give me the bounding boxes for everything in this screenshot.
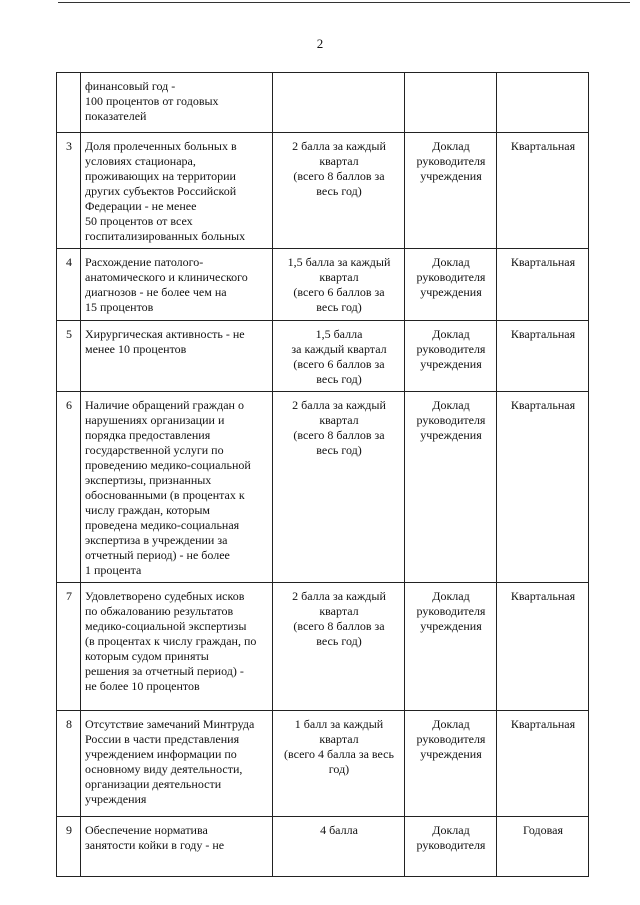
indicator-line: экспертизы, признанных [85, 473, 212, 487]
criteria-table [56, 72, 589, 877]
table-row [57, 73, 589, 133]
period-cell: Квартальная [497, 133, 589, 249]
points-line: квартал [319, 154, 359, 168]
source-line: Доклад [432, 139, 470, 153]
source-line: руководителя [416, 154, 486, 168]
points-cell [273, 73, 405, 133]
indicator-line: Удовлетворено судебных исков [85, 589, 245, 603]
indicator-cell [81, 711, 273, 817]
row-number [57, 73, 81, 133]
points-cell [273, 817, 405, 877]
source-cell [405, 133, 497, 249]
source-line: Доклад [432, 589, 470, 603]
source-line: руководителя [416, 838, 486, 852]
row-number: 7 [57, 583, 81, 711]
indicator-line: нарушениях организации и [85, 413, 225, 427]
indicator-line: учреждения [85, 792, 147, 806]
table-row [57, 249, 589, 321]
points-line: квартал [319, 413, 359, 427]
source-line: учреждения [420, 619, 482, 633]
period-cell [497, 73, 589, 133]
indicator-line: организации деятельности [85, 777, 222, 791]
source-cell [405, 392, 497, 583]
indicator-line: числу граждан, которым [85, 503, 210, 517]
indicator-line: Хирургическая активность - не [85, 327, 245, 341]
indicator-line: 15 процентов [85, 300, 154, 314]
period-cell: Годовая [497, 817, 589, 877]
indicator-line: проживающих на территории [85, 169, 236, 183]
indicator-line: 100 процентов от годовых [85, 94, 219, 108]
source-line: учреждения [420, 357, 482, 371]
source-line: учреждения [420, 285, 482, 299]
points-line: (всего 6 баллов за [293, 357, 385, 371]
points-line: весь год) [316, 184, 362, 198]
points-line: за каждый квартал [291, 342, 387, 356]
indicator-cell [81, 249, 273, 321]
indicator-line: Отсутствие замечаний Минтруда [85, 717, 255, 731]
indicator-line: Наличие обращений граждан о [85, 398, 244, 412]
indicator-line: которым судом приняты [85, 649, 209, 663]
indicator-line: не более 10 процентов [85, 679, 200, 693]
points-line: весь год) [316, 443, 362, 457]
points-line: (всего 8 баллов за [293, 169, 385, 183]
points-line: квартал [319, 604, 359, 618]
indicator-line: других субъектов Российской [85, 184, 237, 198]
row-number: 8 [57, 711, 81, 817]
indicator-line: проведена медико-социальная [85, 518, 240, 532]
row-number: 9 [57, 817, 81, 877]
indicator-line: Федерации - не менее [85, 199, 197, 213]
period-cell: Квартальная [497, 321, 589, 392]
points-line: весь год) [316, 634, 362, 648]
points-line: весь год) [316, 300, 362, 314]
indicator-line: России в части представления [85, 732, 240, 746]
indicator-line: диагнозов - не более чем на [85, 285, 227, 299]
points-cell [273, 133, 405, 249]
indicator-line: проведению медико-социальной [85, 458, 251, 472]
indicator-cell [81, 73, 273, 133]
indicator-line: основному виду деятельности, [85, 762, 243, 776]
indicator-line: занятости койки в году - не [85, 838, 225, 852]
indicator-line: показателей [85, 109, 147, 123]
points-line: квартал [319, 270, 359, 284]
indicator-line: госпитализированных больных [85, 229, 246, 243]
points-line: (всего 6 баллов за [293, 285, 385, 299]
source-line: Доклад [432, 398, 470, 412]
indicator-line: (в процентах к числу граждан, по [85, 634, 257, 648]
indicator-line: обоснованными (в процентах к [85, 488, 245, 502]
indicator-line: финансовый год - [85, 79, 176, 93]
period-cell: Квартальная [497, 249, 589, 321]
indicator-line: порядка предоставления [85, 428, 211, 442]
indicator-line: экспертиза в учреждении за [85, 533, 228, 547]
source-line: руководителя [416, 732, 486, 746]
table-row [57, 133, 589, 249]
points-line: год) [328, 762, 350, 776]
source-cell [405, 583, 497, 711]
points-cell [273, 249, 405, 321]
period-cell: Квартальная [497, 583, 589, 711]
source-line: Доклад [432, 255, 470, 269]
points-line: 2 балла за каждый [292, 139, 386, 153]
indicator-line: решения за отчетный период) - [85, 664, 244, 678]
indicator-cell [81, 817, 273, 877]
source-cell [405, 73, 497, 133]
points-line: 1,5 балла [315, 327, 363, 341]
source-cell [405, 711, 497, 817]
table-row [57, 583, 589, 711]
points-line: 4 балла [320, 823, 358, 837]
points-cell [273, 583, 405, 711]
indicator-line: анатомического и клинического [85, 270, 248, 284]
source-line: руководителя [416, 342, 486, 356]
row-number: 5 [57, 321, 81, 392]
indicator-line: учреждением информации по [85, 747, 237, 761]
indicator-cell [81, 321, 273, 392]
indicator-line: Доля пролеченных больных в [85, 139, 237, 153]
indicator-line: Расхождение патолого- [85, 255, 204, 269]
points-cell [273, 392, 405, 583]
table-row [57, 711, 589, 817]
points-cell [273, 321, 405, 392]
row-number: 3 [57, 133, 81, 249]
points-line: 2 балла за каждый [292, 398, 386, 412]
points-line: (всего 8 баллов за [293, 619, 385, 633]
points-line: весь год) [316, 372, 362, 386]
indicator-line: менее 10 процентов [85, 342, 187, 356]
source-line: учреждения [420, 169, 482, 183]
top-rule [58, 2, 630, 3]
points-line: квартал [319, 732, 359, 746]
table-row [57, 321, 589, 392]
points-line: (всего 8 баллов за [293, 428, 385, 442]
row-number: 6 [57, 392, 81, 583]
indicator-cell [81, 583, 273, 711]
points-line: 1,5 балла за каждый [287, 255, 391, 269]
source-line: Доклад [432, 823, 470, 837]
page-number: 2 [316, 36, 324, 51]
source-line: учреждения [420, 428, 482, 442]
points-cell [273, 711, 405, 817]
source-line: Доклад [432, 717, 470, 731]
indicator-line: 50 процентов от всех [85, 214, 193, 228]
source-line: руководителя [416, 604, 486, 618]
table-body [57, 73, 589, 877]
points-line: (всего 4 балла за весь [284, 747, 394, 761]
indicator-line: государственной услуги по [85, 443, 224, 457]
source-cell [405, 249, 497, 321]
indicator-line: 1 процента [85, 563, 142, 577]
indicator-line: отчетный период) - не более [85, 548, 230, 562]
table-row [57, 392, 589, 583]
source-line: Доклад [432, 327, 470, 341]
source-line: руководителя [416, 270, 486, 284]
row-number: 4 [57, 249, 81, 321]
source-cell [405, 817, 497, 877]
indicator-line: по обжалованию результатов [85, 604, 234, 618]
period-cell: Квартальная [497, 711, 589, 817]
indicator-cell [81, 392, 273, 583]
indicator-line: условиях стационара, [85, 154, 196, 168]
points-line: 1 балл за каждый [294, 717, 384, 731]
source-line: учреждения [420, 747, 482, 761]
table-row [57, 817, 589, 877]
indicator-line: Обеспечение норматива [85, 823, 208, 837]
source-line: руководителя [416, 413, 486, 427]
indicator-line: медико-социальной экспертизы [85, 619, 247, 633]
period-cell: Квартальная [497, 392, 589, 583]
points-line: 2 балла за каждый [292, 589, 386, 603]
indicator-cell [81, 133, 273, 249]
source-cell [405, 321, 497, 392]
